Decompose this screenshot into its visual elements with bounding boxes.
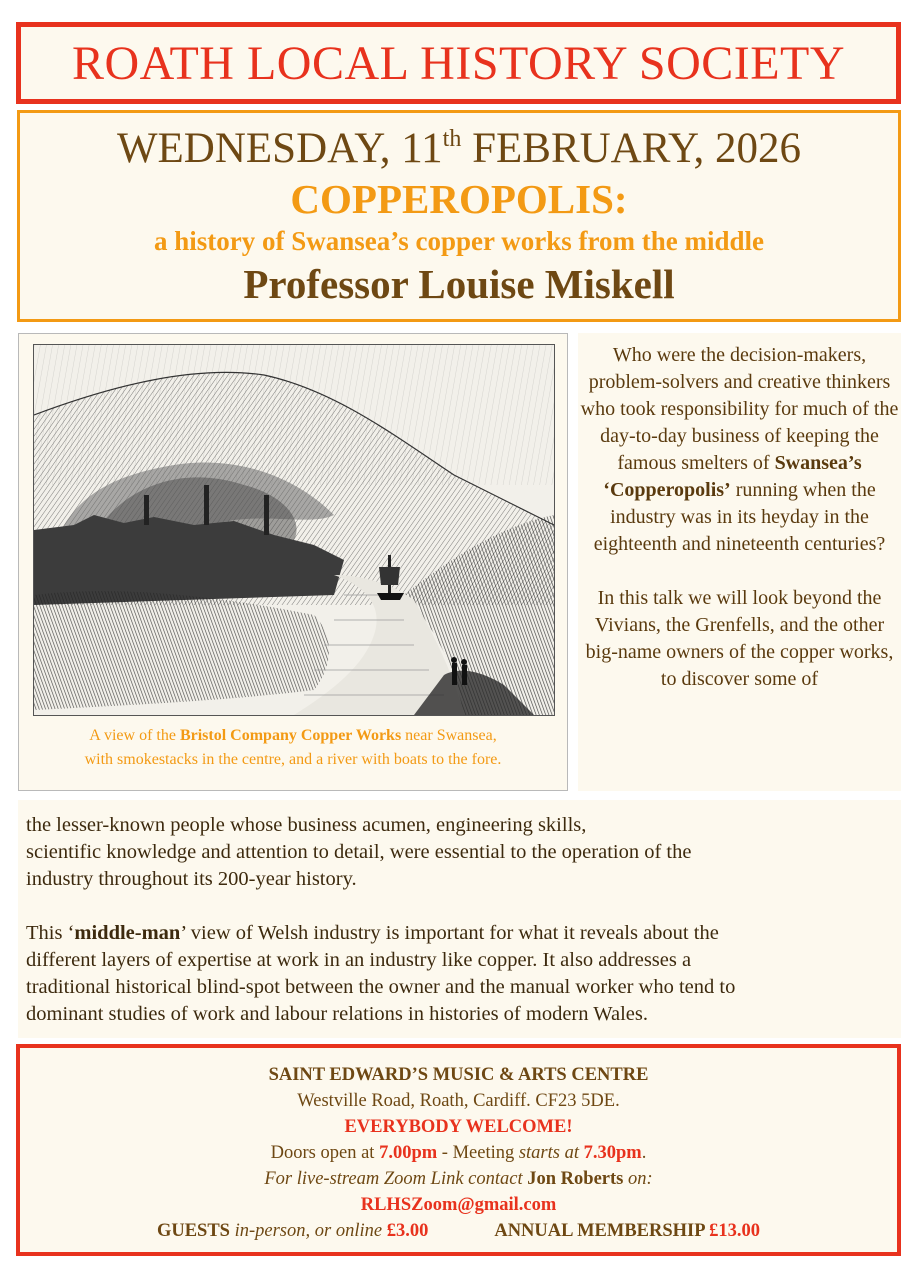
event-speaker: Professor Louise Miskell	[243, 261, 675, 307]
event-date-suffix: th	[442, 126, 462, 152]
image-caption	[21, 724, 565, 772]
guests-mode: in-person, or online	[234, 1221, 387, 1241]
fees-row	[20, 1218, 897, 1244]
intro-paragraph-1	[578, 342, 901, 558]
engraving-illustration	[34, 345, 554, 715]
event-info-panel	[17, 110, 901, 322]
copper-works-engraving	[33, 344, 555, 716]
venue-info-panel	[16, 1044, 901, 1256]
body-line-4	[26, 920, 901, 947]
body-line-2: scientific knowledge and attention to detail, were essential to the operation of the	[26, 841, 692, 863]
guests-fee	[157, 1218, 428, 1244]
caption-text: A view of the	[89, 727, 180, 744]
zoom-email-link[interactable]: RLHSZoom@gmail.com	[360, 1195, 557, 1215]
doors-label: Doors open at	[270, 1143, 380, 1163]
guests-price: £3.00	[386, 1221, 429, 1241]
body-line-3: industry throughout its 200-year history.	[26, 868, 357, 890]
membership-price: £13.00	[709, 1221, 761, 1241]
body-line-7: dominant studies of work and labour relations in histories of modern Wales.	[26, 1003, 648, 1025]
intro-bold: Swansea’s ‘Copperopolis’	[603, 452, 862, 501]
event-date	[20, 123, 898, 175]
caption-line-2: with smokestacks in the centre, and a river with boats to the fore.	[84, 751, 502, 768]
caption-bold: Bristol Company Copper Works	[179, 727, 402, 744]
intro-text-panel	[578, 333, 901, 791]
body-line-1: the lesser-known people whose business acumen, engineering skills,	[26, 814, 587, 836]
event-subtitle: a history of Swansea’s copper works from the middle	[154, 226, 764, 256]
guests-label: GUESTS	[156, 1221, 235, 1241]
zoom-prefix: For live-stream Zoom Link contact	[264, 1169, 528, 1189]
venue-name: SAINT EDWARD’S MUSIC & ARTS CENTRE	[268, 1065, 649, 1085]
meeting-end: .	[641, 1143, 647, 1163]
society-name: ROATH LOCAL HISTORY SOCIETY	[71, 36, 846, 90]
venue-address: Westville Road, Roath, Cardiff. CF23 5DE.	[297, 1091, 620, 1111]
caption-text-end: near Swansea,	[401, 727, 497, 744]
welcome-text: EVERYBODY WELCOME!	[344, 1117, 573, 1137]
event-date-rest: FEBRUARY, 2026	[461, 125, 802, 172]
body-bold: middle-man	[74, 922, 181, 944]
meeting-label: - Meeting	[437, 1143, 519, 1163]
event-date-day: WEDNESDAY, 11	[116, 125, 443, 172]
membership-fee	[494, 1218, 760, 1244]
zoom-suffix: on:	[623, 1169, 653, 1189]
body-line-5: different layers of expertise at work in an industry like copper. It also addresses a	[26, 949, 692, 971]
body-text-rest: ’ view of Welsh industry is important for what it reveals about the	[180, 922, 719, 944]
doors-time: 7.00pm	[379, 1143, 438, 1163]
society-title-banner	[16, 22, 901, 104]
intro-text: Who were the decision-makers, problem-solvers and creative thinkers who took responsibility for much of the day-to-day business of keeping the famous smelters of	[580, 344, 899, 474]
meeting-times	[20, 1140, 897, 1166]
intro-paragraph-2: In this talk we will look beyond the Vivians, the Grenfells, and the other big-name owners of the copper works, to discover some of	[585, 587, 894, 690]
meeting-starts: starts at	[518, 1143, 579, 1163]
body-line-6: traditional historical blind-spot between the owner and the manual worker who tend to	[26, 976, 736, 998]
zoom-info	[20, 1166, 897, 1192]
membership-label: ANNUAL MEMBERSHIP	[494, 1221, 710, 1241]
body-text: This ‘	[26, 922, 75, 944]
image-panel	[18, 333, 568, 791]
event-title: COPPEROPOLIS:	[290, 176, 628, 222]
body-text-panel	[18, 800, 901, 1038]
meeting-time: 7.30pm	[579, 1143, 642, 1163]
zoom-contact: Jon Roberts	[527, 1169, 624, 1189]
intro-text-end: running when the industry was in its heyday in the eighteenth and nineteenth centuries?	[593, 479, 886, 555]
